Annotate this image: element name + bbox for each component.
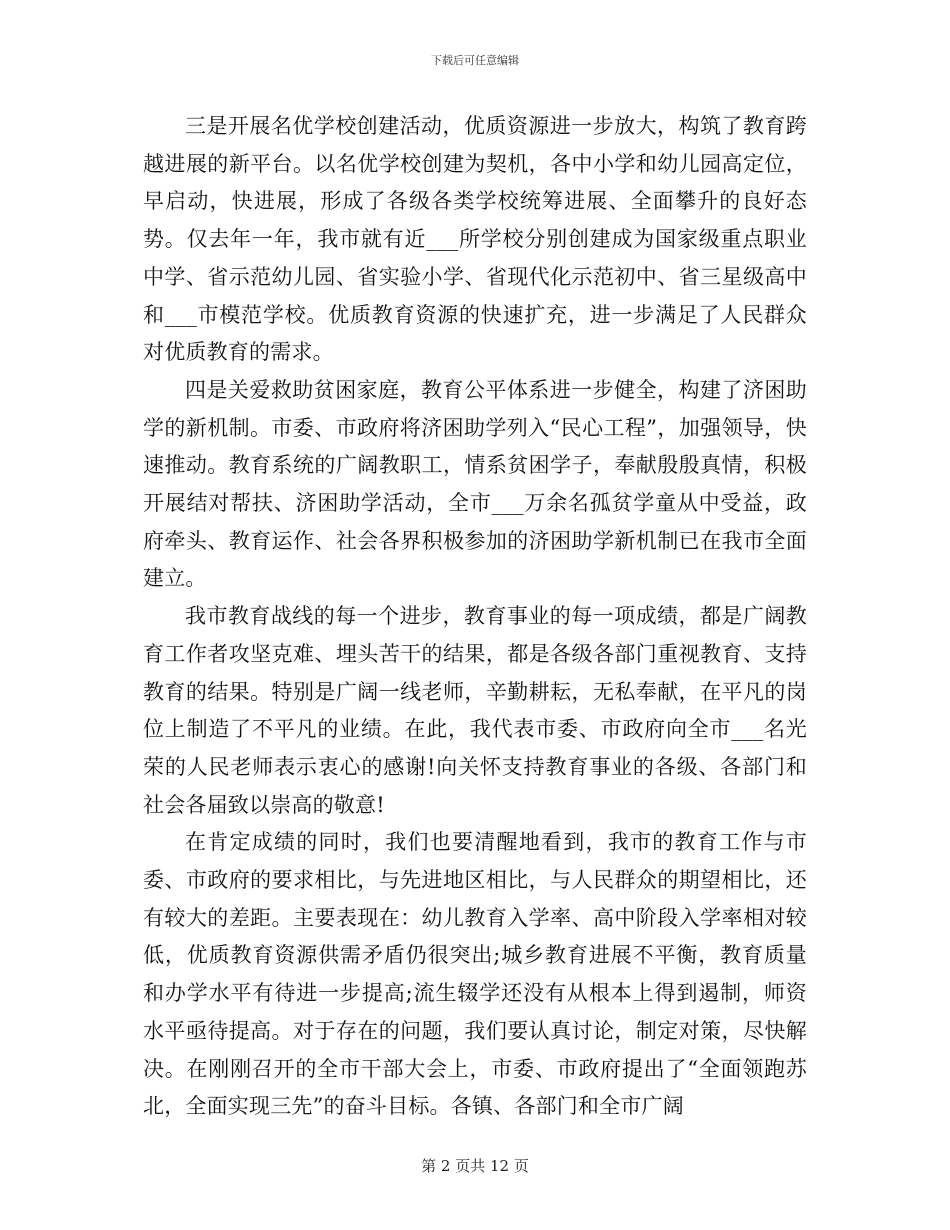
page-number: 第 2 页共 12 页 — [421, 1157, 529, 1175]
document-body — [143, 108, 807, 1126]
page-header-note: 下载后可任意编辑 — [431, 54, 519, 67]
paragraph-1: 三是开展名优学校创建活动，优质资源进一步放大，构筑了教育跨越进展的新平台。以名优学校创建为契机，各中小学和幼儿园高定位，早启动，快进展，形成了各级各类学校统筹进展、全面攀升的良好态势。仅去年一年，我市就有近___所学校分别创建成为国家级重点职业中学、省示范幼儿园、省实验小学、省现代化示范初中、省三星级高中和___市模范学校。优质教育资源的快速扩充，进一步满足了人民群众对优质教育的需求。 — [143, 114, 807, 365]
paragraph-2: 四是关爱救助贫困家庭，教育公平体系进一步健全，构建了济困助学的新机制。市委、市政府将济困助学列入“民心工程”，加强领导，快速推动。教育系统的广阔教职工，情系贫困学子，奉献殷殷真情，积极开展结对帮扶、济困助学活动，全市___万余名孤贫学童从中受益，政府牵头、教育运作、社会各界积极参加的济困助学新机制已在我市全面建立。 — [143, 377, 807, 591]
paragraph-3: 我市教育战线的每一个进步，教育事业的每一项成绩，都是广阔教育工作者攻坚克难、埋头苦干的结果，都是各级各部门重视教育、支持教育的结果。特别是广阔一线老师，辛勤耕耘，无私奉献，在平凡的岗位上制造了不平凡的业绩。在此，我代表市委、市政府向全市___名光荣的人民老师表示衷心的感谢!向关怀支持教育事业的各级、各部门和社会各届致以崇高的敬意! — [143, 604, 807, 817]
paragraph-4: 在肯定成绩的同时，我们也要清醒地看到，我市的教育工作与市委、市政府的要求相比，与先进地区相比，与人民群众的期望相比，还有较大的差距。主要表现在：幼儿教育入学率、高中阶段入学率相对较低，优质教育资源供需矛盾仍很突出;城乡教育进展不平衡，教育质量和办学水平有待进一步提高;流生辍学还没有从根本上得到遏制，师资水平亟待提高。对于存在的问题，我们要认真讨论，制定对策，尽快解决。在刚刚召开的全市干部大会上，市委、市政府提出了“全面领跑苏北，全面实现三先”的奋斗目标。各镇、各部门和全市广阔 — [143, 830, 807, 1119]
